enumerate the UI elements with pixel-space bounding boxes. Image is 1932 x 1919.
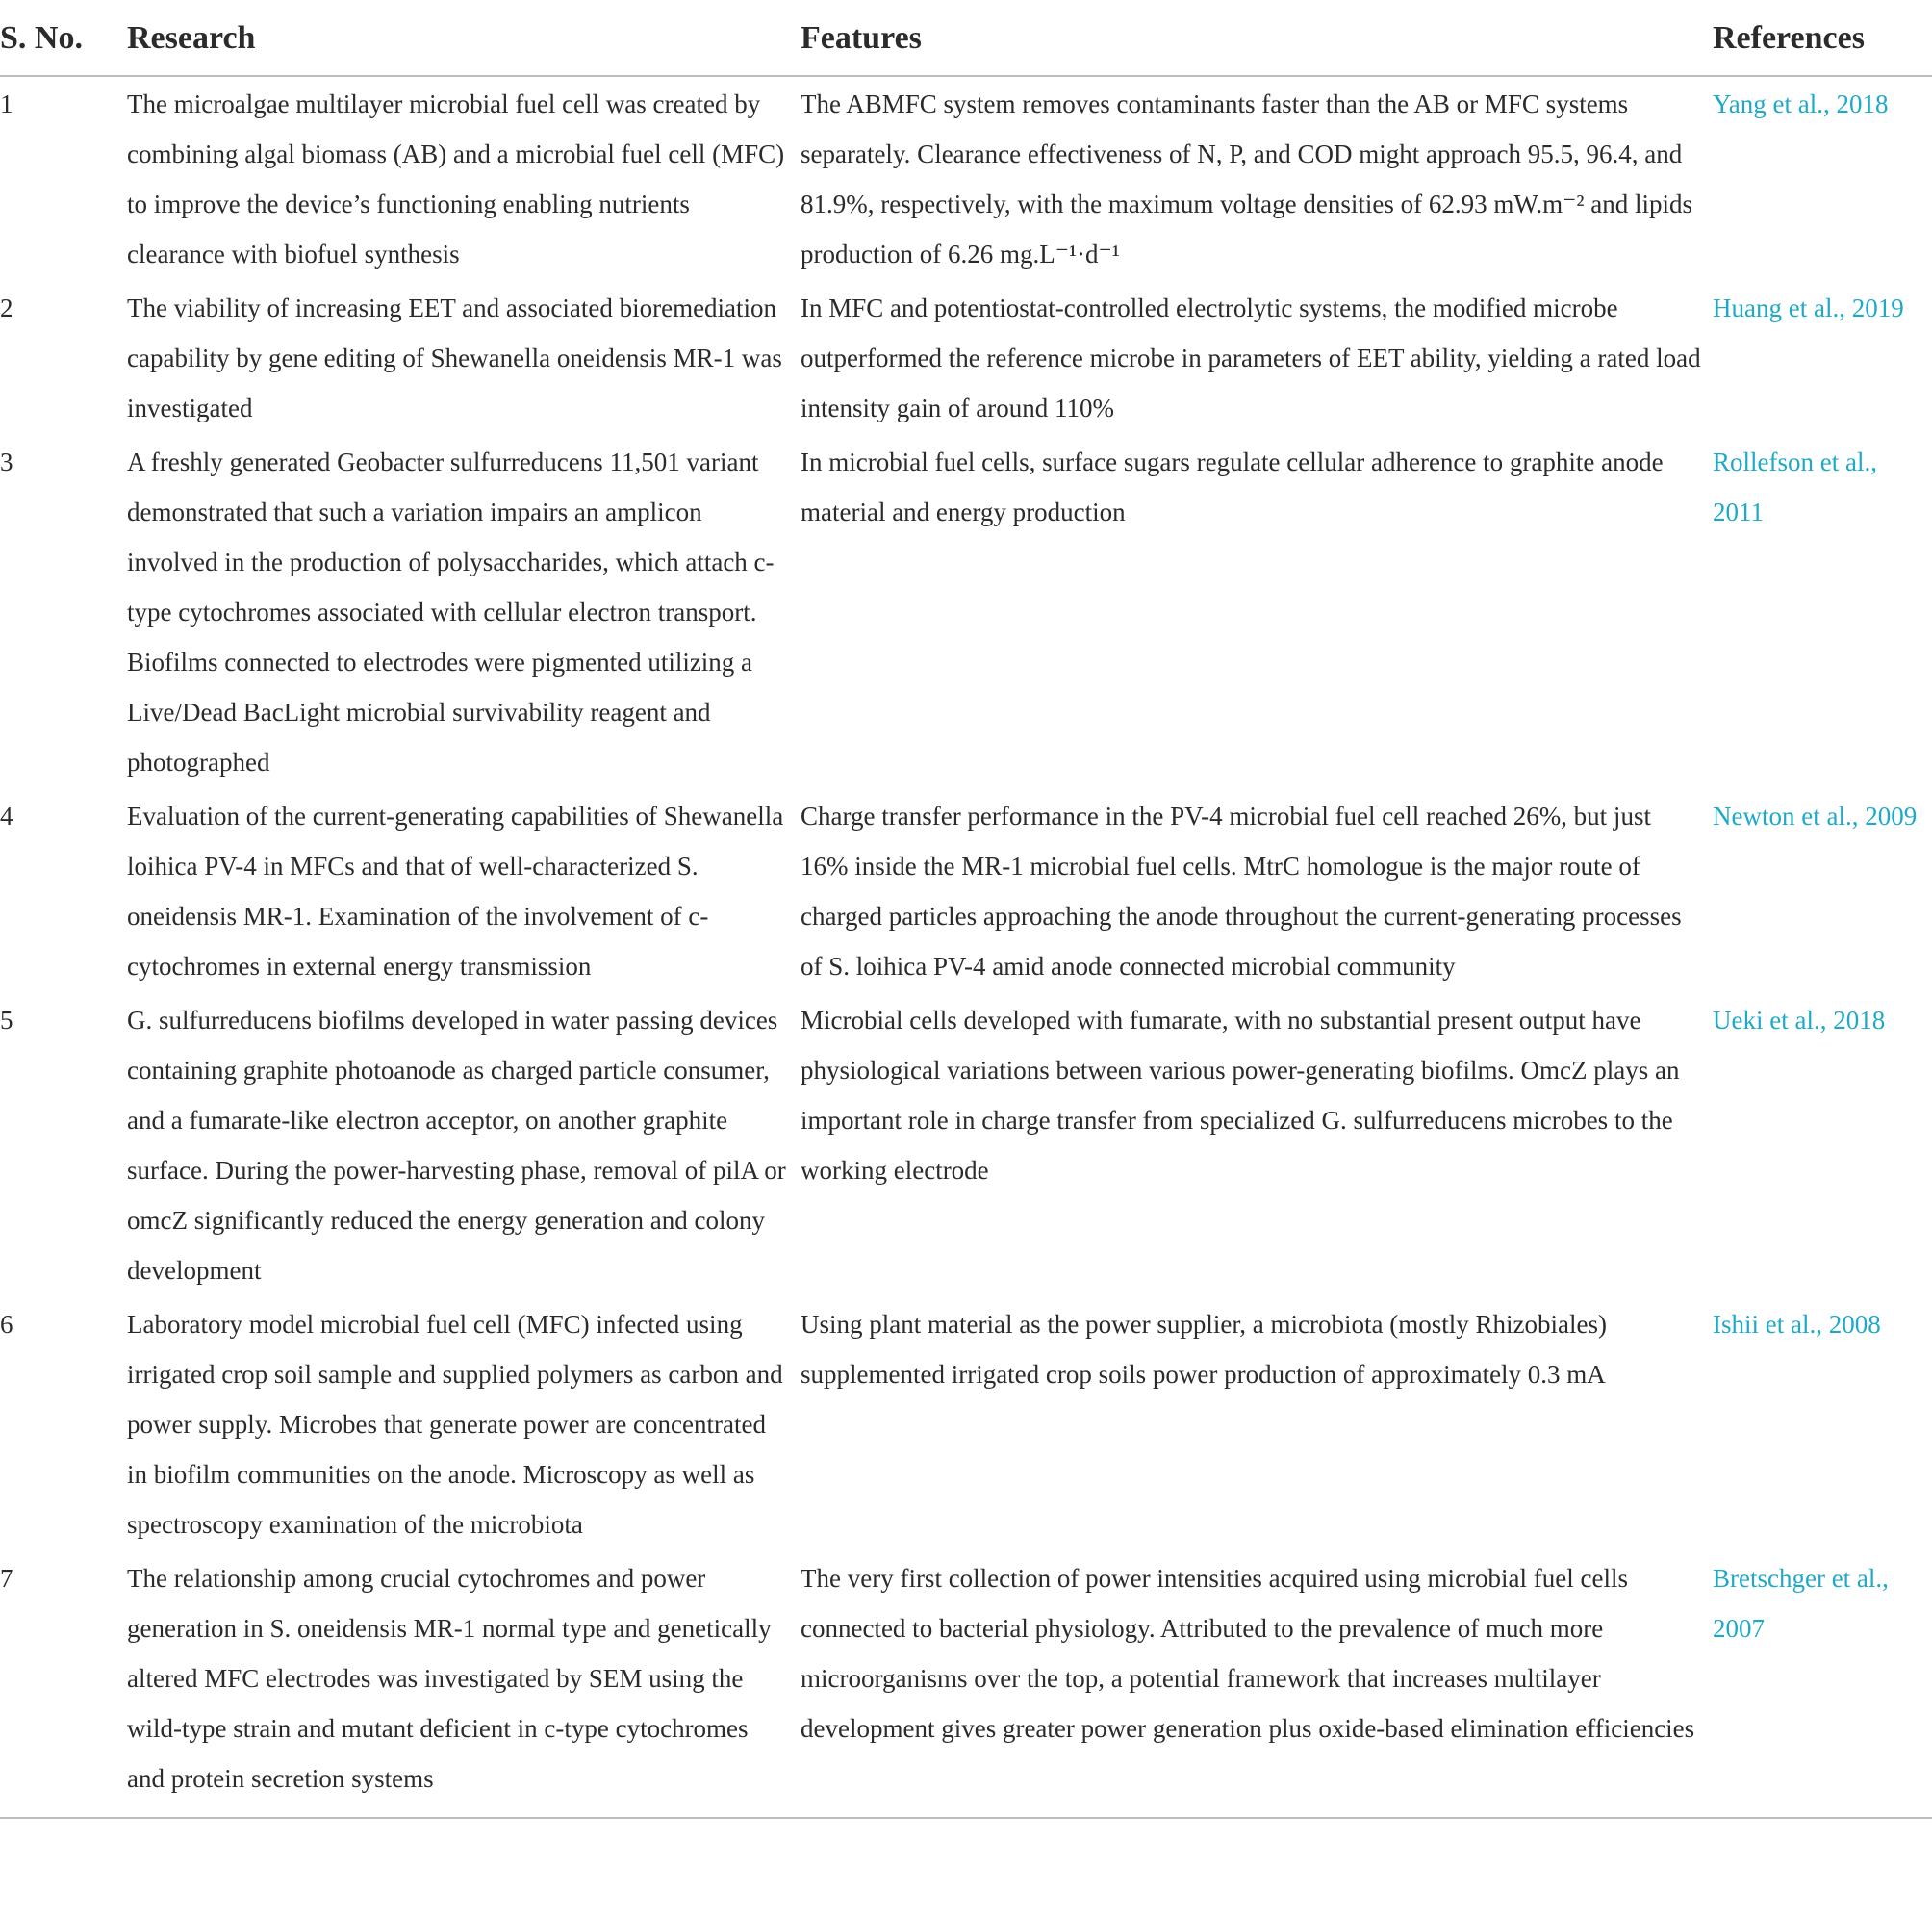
cell-research: Laboratory model microbial fuel cell (MFC) infected using irrigated crop soil sample and supplied polymers as carbon and power supply. Microbes that generate power are concentrated in biofilm communities on the anode. Microscopy as well as spectroscopy examination of the microbiota <box>127 1310 783 1539</box>
cell-research: Evaluation of the current-generating capabilities of Shewanella loihica PV-4 in MFCs and that of well-characterized S. oneidensis MR-1. Examination of the involvement of c-cytochromes in external energy transmission <box>127 802 784 981</box>
cell-features: The ABMFC system removes contaminants faster than the AB or MFC systems separately. Clearance effectiveness of N, P, and COD might approach 95.5, 96.4, and 81.9%, respectively, with the maximum voltage densities of 62.93 mW.m⁻² and lipids production of 6.26 mg.L⁻¹·d⁻¹ <box>801 90 1692 269</box>
cell-features: Using plant material as the power supplier, a microbiota (mostly Rhizobiales) supplemented irrigated crop soils power production of approximately 0.3 mA <box>801 1310 1607 1389</box>
cell-features: The very first collection of power intensities acquired using microbial fuel cells connected to bacterial physiology. Attributed to the prevalence of much more microorganisms over the top, a potential framework that increases multilayer development gives greater power generation plus oxide-based elimination efficiencies <box>801 1564 1695 1743</box>
cell-reference <box>1713 435 1932 789</box>
cell-reference <box>1713 281 1932 435</box>
cell-sno: 5 <box>0 1006 13 1035</box>
table-row <box>0 435 1932 789</box>
header-row <box>0 0 1932 76</box>
cell-reference <box>1713 993 1932 1297</box>
reference-link[interactable]: Ueki et al., 2018 <box>1713 1006 1886 1035</box>
cell-sno: 6 <box>0 1310 13 1339</box>
table-row <box>0 76 1932 281</box>
reference-link[interactable]: Ishii et al., 2008 <box>1713 1310 1881 1339</box>
cell-sno: 1 <box>0 90 13 118</box>
cell-research: The relationship among crucial cytochromes and power generation in S. oneidensis MR-1 normal type and genetically altered MFC electrodes was investigated by SEM using the wild-type strain and mutant deficient in c-type cytochromes and protein secretion systems <box>127 1564 772 1793</box>
reference-link[interactable]: Bretschger et al., 2007 <box>1713 1564 1889 1643</box>
cell-research: G. sulfurreducens biofilms developed in water passing devices containing graphite photoanode as charged particle consumer, and a fumarate-like electron acceptor, on another graphite surface. During the power-harvesting phase, removal of pilA or omcZ significantly reduced the energy generation and colony development <box>127 1006 786 1285</box>
header-research: Research <box>127 0 801 76</box>
reference-link[interactable]: Newton et al., 2009 <box>1713 802 1918 831</box>
cell-sno: 3 <box>0 448 13 476</box>
cell-features: Microbial cells developed with fumarate, with no substantial present output have physiological variations between various power-generating biofilms. OmcZ plays an important role in charge transfer from specialized G. sulfurreducens microbes to the working electrode <box>801 1006 1680 1185</box>
table-row <box>0 789 1932 993</box>
table-row <box>0 1551 1932 1818</box>
cell-research: The microalgae multilayer microbial fuel cell was created by combining algal biomass (AB) and a microbial fuel cell (MFC) to improve the device’s functioning enabling nutrients clearance with biofuel synthesis <box>127 90 785 269</box>
cell-reference <box>1713 76 1932 281</box>
header-sno: S. No. <box>0 0 127 76</box>
cell-sno: 4 <box>0 802 13 831</box>
table-body <box>0 76 1932 1818</box>
table-row <box>0 1297 1932 1551</box>
cell-features: In MFC and potentiostat-controlled electrolytic systems, the modified microbe outperformed the reference microbe in parameters of EET ability, yielding a rated load intensity gain of around 110% <box>801 294 1701 422</box>
table-header <box>0 0 1932 76</box>
cell-reference <box>1713 1297 1932 1551</box>
reference-link[interactable]: Huang et al., 2019 <box>1713 294 1904 322</box>
cell-sno: 7 <box>0 1564 13 1593</box>
cell-research: A freshly generated Geobacter sulfurreducens 11,501 variant demonstrated that such a variation impairs an amplicon involved in the production of polysaccharides, which attach c-type cytochromes associated with cellular electron transport. Biofilms connected to electrodes were pigmented utilizing a Live/Dead BacLight microbial survivability reagent and photographed <box>127 448 775 777</box>
cell-features: In microbial fuel cells, surface sugars regulate cellular adherence to graphite anode material and energy production <box>801 448 1664 526</box>
cell-reference <box>1713 1551 1932 1818</box>
cell-reference <box>1713 789 1932 993</box>
cell-sno: 2 <box>0 294 13 322</box>
cell-features: Charge transfer performance in the PV-4 microbial fuel cell reached 26%, but just 16% inside the MR-1 microbial fuel cells. MtrC homologue is the major route of charged particles approaching the anode throughout the current-generating processes of S. loihica PV-4 amid anode connected microbial community <box>801 802 1682 981</box>
header-features: Features <box>801 0 1713 76</box>
table-row <box>0 993 1932 1297</box>
cell-research: The viability of increasing EET and associated bioremediation capability by gene editing of Shewanella oneidensis MR-1 was investigated <box>127 294 782 422</box>
reference-link[interactable]: Rollefson et al., 2011 <box>1713 448 1877 526</box>
reference-link[interactable]: Yang et al., 2018 <box>1713 90 1889 118</box>
header-references: References <box>1713 0 1932 76</box>
table-row <box>0 281 1932 435</box>
